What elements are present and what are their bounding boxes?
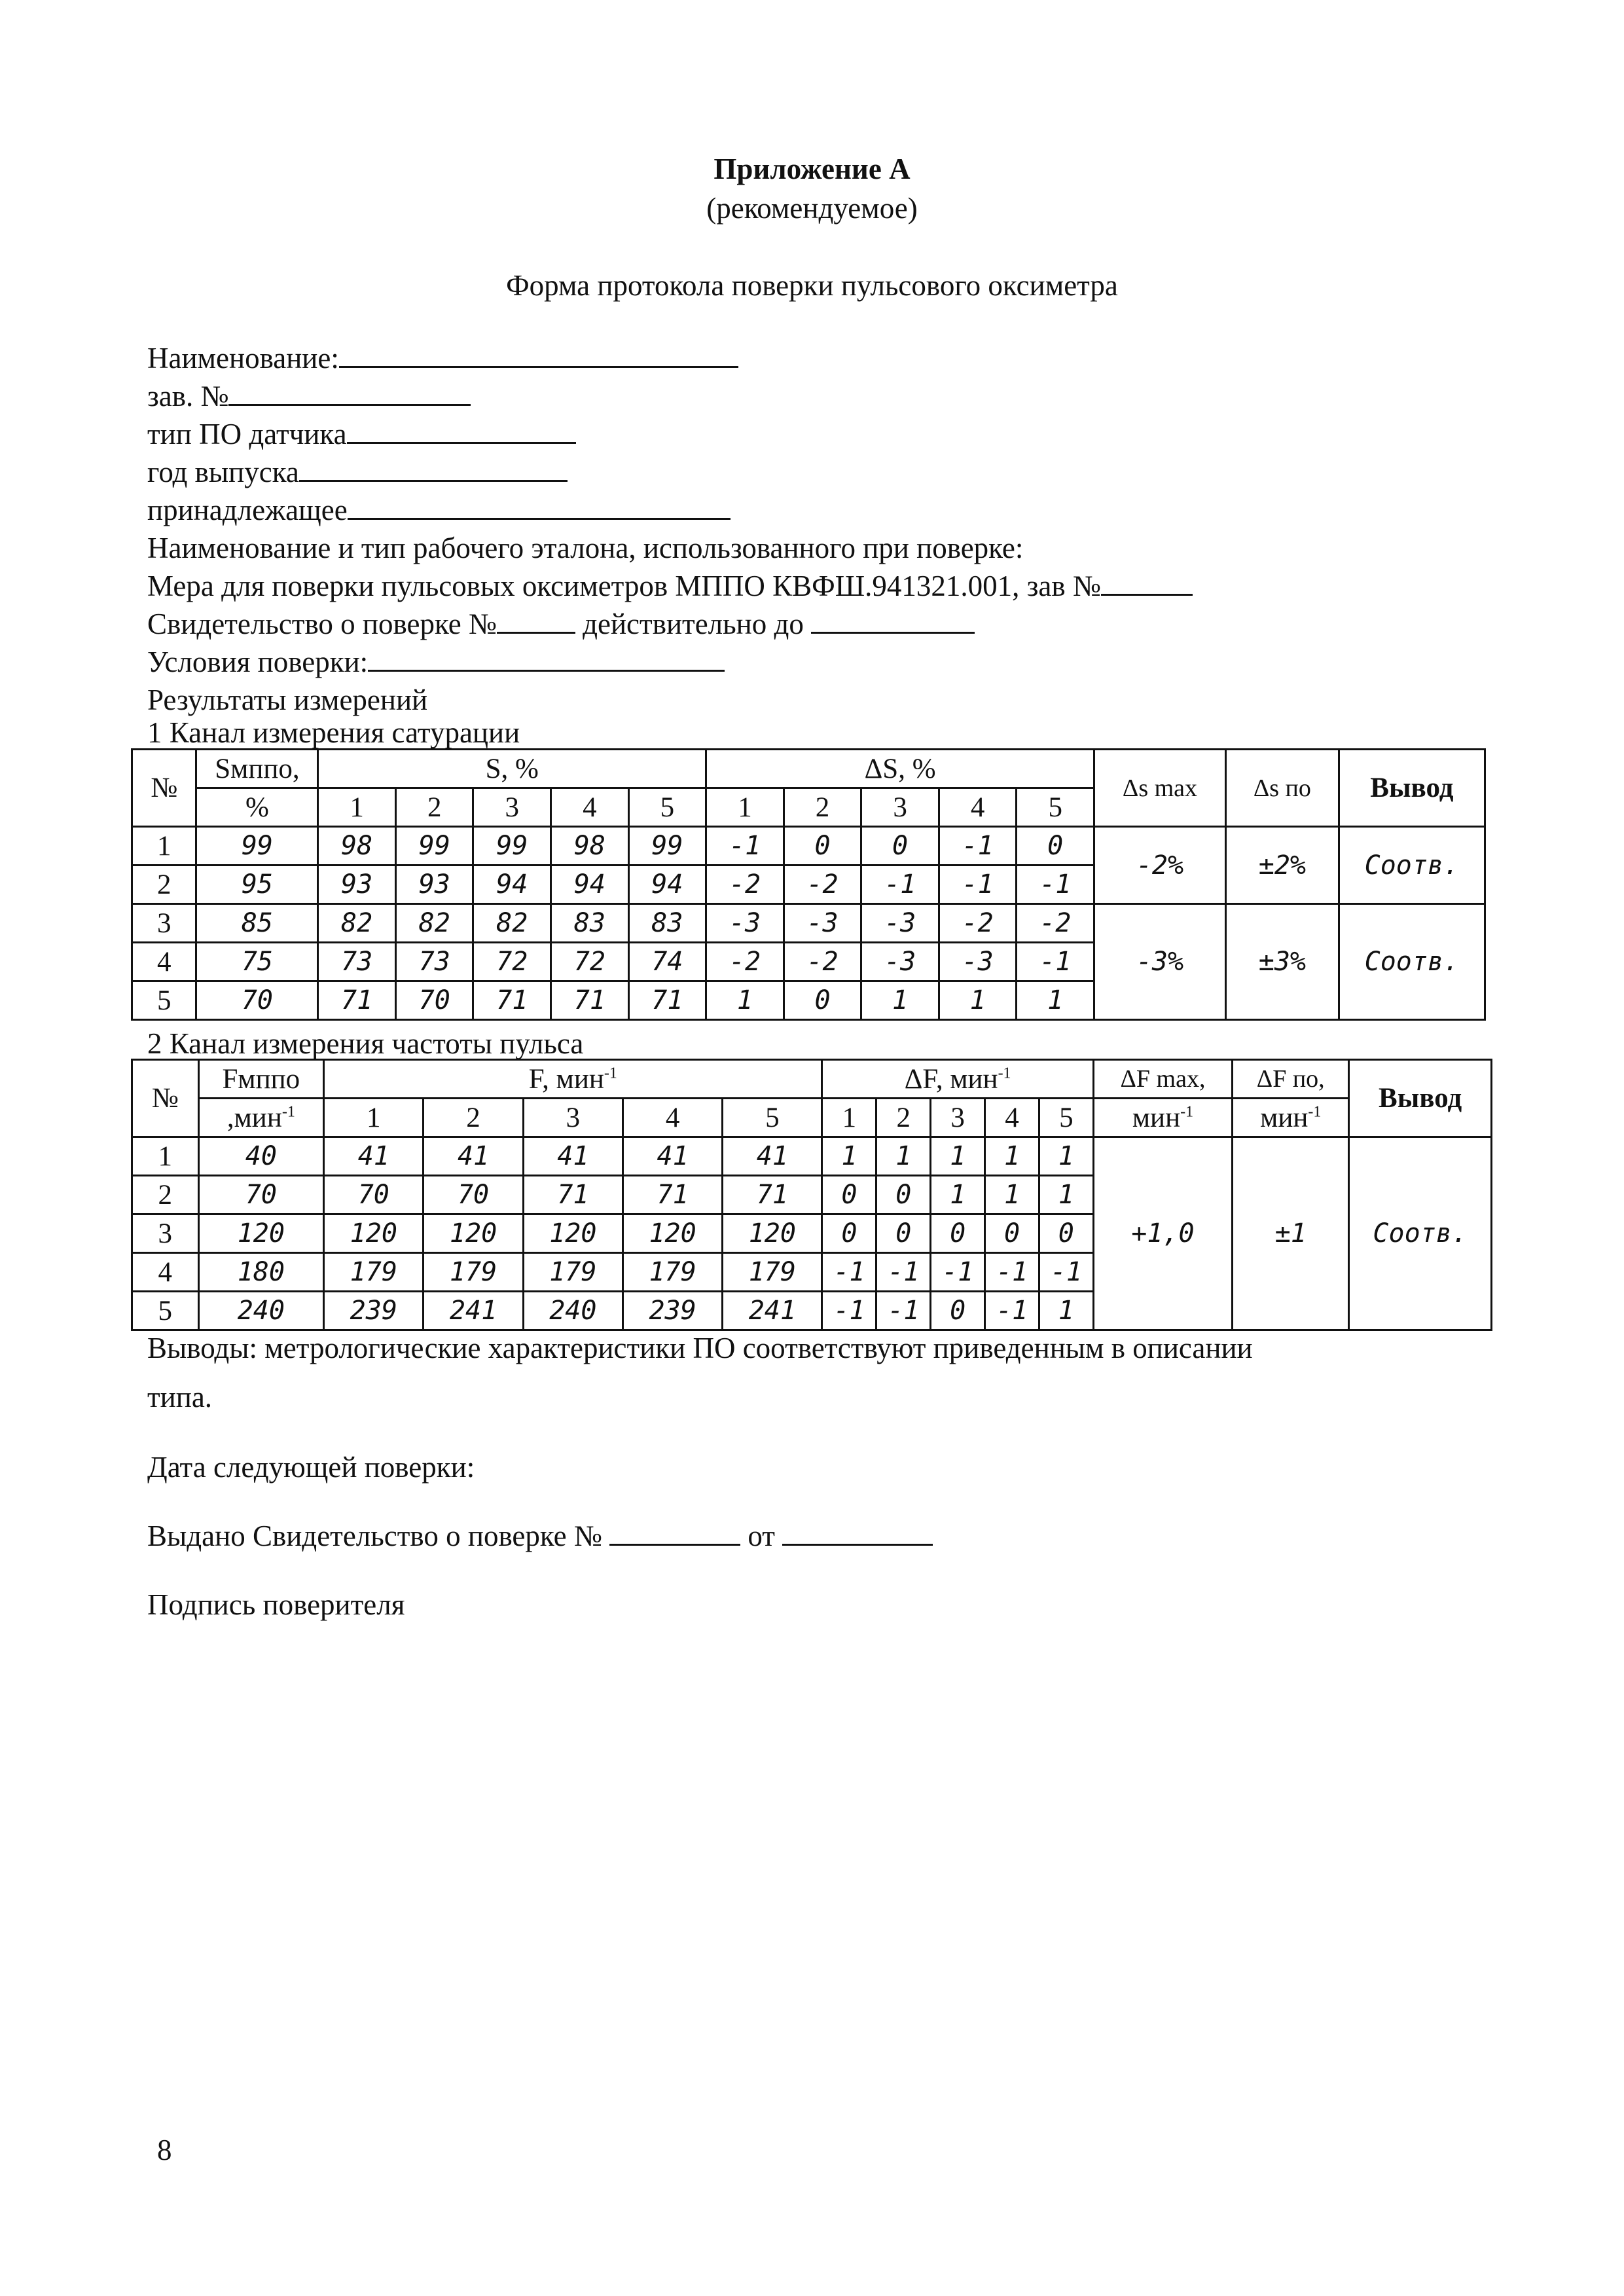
th-sub: 1 bbox=[324, 1099, 424, 1137]
field-certificate-date-blank[interactable] bbox=[811, 606, 975, 634]
s-value: 98 bbox=[551, 827, 629, 866]
ds-value: -3 bbox=[784, 904, 861, 943]
field-serial-label: зав. № bbox=[147, 380, 229, 412]
df-value: 1 bbox=[985, 1137, 1039, 1176]
s-value: 82 bbox=[318, 904, 396, 943]
result-value: Соотв. bbox=[1339, 904, 1485, 1020]
th-df bbox=[822, 1060, 1093, 1099]
f-value: 240 bbox=[523, 1292, 623, 1330]
df-value: 0 bbox=[876, 1176, 931, 1214]
df-value: -1 bbox=[822, 1292, 876, 1330]
s-value: 82 bbox=[395, 904, 473, 943]
ref-value: 180 bbox=[198, 1253, 324, 1292]
s-value: 71 bbox=[473, 981, 551, 1020]
ds-value: -1 bbox=[939, 866, 1017, 904]
field-certificate-number-blank[interactable] bbox=[497, 606, 575, 634]
ds-value: 0 bbox=[1017, 827, 1094, 866]
row-no: 5 bbox=[132, 981, 196, 1020]
ds-value: -1 bbox=[706, 827, 784, 866]
ds-value: -2 bbox=[784, 866, 861, 904]
th-sub: 2 bbox=[876, 1099, 931, 1137]
field-serial-blank[interactable] bbox=[228, 378, 471, 406]
s-value: 99 bbox=[628, 827, 706, 866]
field-etalon-value: Мера для поверки пульсовых оксиметров МППО КВФШ.941321.001, зав № bbox=[147, 570, 1101, 602]
table1-caption: 1 Канал измерения сатурации bbox=[147, 716, 520, 749]
result-value: Соотв. bbox=[1339, 827, 1485, 904]
s-value: 73 bbox=[318, 943, 396, 981]
field-conditions-label: Условия поверки: bbox=[147, 646, 369, 678]
th-no: № bbox=[132, 1060, 199, 1137]
s-value: 94 bbox=[473, 866, 551, 904]
df-value: -1 bbox=[1039, 1253, 1093, 1292]
ds-po-value: ±3% bbox=[1225, 904, 1339, 1020]
s-value: 82 bbox=[473, 904, 551, 943]
th-sub: 1 bbox=[822, 1099, 876, 1137]
field-serial bbox=[147, 377, 1522, 415]
s-value: 70 bbox=[395, 981, 473, 1020]
df-value: 1 bbox=[1039, 1292, 1093, 1330]
th-ds-max: Δs max bbox=[1094, 750, 1225, 827]
s-value: 93 bbox=[318, 866, 396, 904]
ds-max-value: -2% bbox=[1094, 827, 1225, 904]
df-value: 0 bbox=[876, 1214, 931, 1253]
ds-value: 0 bbox=[784, 827, 861, 866]
th-f-mppo-unit-label: ,мин bbox=[226, 1102, 282, 1133]
row-no: 3 bbox=[132, 1214, 199, 1253]
field-certificate bbox=[147, 605, 1522, 643]
th-s-mppo-unit: % bbox=[196, 788, 318, 827]
field-name bbox=[147, 339, 1522, 377]
ds-value: -1 bbox=[1017, 943, 1094, 981]
f-value: 41 bbox=[324, 1137, 424, 1176]
ds-value: -3 bbox=[861, 904, 939, 943]
ref-value: 120 bbox=[198, 1214, 324, 1253]
issued-certificate-label: Выдано Свидетельство о поверке № bbox=[147, 1520, 610, 1552]
th-sub: 3 bbox=[861, 788, 939, 827]
ds-max-value: -3% bbox=[1094, 904, 1225, 1020]
f-value: 71 bbox=[623, 1176, 722, 1214]
th-sub: 4 bbox=[985, 1099, 1039, 1137]
issued-number-blank[interactable] bbox=[609, 1518, 740, 1546]
ds-value: -1 bbox=[1017, 866, 1094, 904]
row-no: 2 bbox=[132, 866, 196, 904]
df-value: 0 bbox=[931, 1292, 985, 1330]
ds-value: -2 bbox=[706, 943, 784, 981]
th-f-mppo-sup: -1 bbox=[281, 1103, 295, 1121]
issued-certificate bbox=[147, 1518, 933, 1553]
f-value: 41 bbox=[424, 1137, 523, 1176]
df-value: 1 bbox=[931, 1137, 985, 1176]
df-value: 1 bbox=[876, 1137, 931, 1176]
s-value: 83 bbox=[551, 904, 629, 943]
f-value: 71 bbox=[723, 1176, 822, 1214]
saturation-table bbox=[131, 748, 1486, 1021]
field-etalon-blank[interactable] bbox=[1101, 568, 1193, 596]
df-value: 0 bbox=[822, 1176, 876, 1214]
results-heading: Результаты измерений bbox=[147, 683, 428, 716]
th-sub: 4 bbox=[939, 788, 1017, 827]
th-s-mppo: Sмппо, bbox=[196, 750, 318, 788]
row-no: 4 bbox=[132, 943, 196, 981]
df-value: -1 bbox=[876, 1253, 931, 1292]
th-f-mppo: Fмппо bbox=[198, 1060, 324, 1099]
df-value: -1 bbox=[822, 1253, 876, 1292]
f-value: 70 bbox=[424, 1176, 523, 1214]
ds-value: -2 bbox=[939, 904, 1017, 943]
ref-value: 85 bbox=[196, 904, 318, 943]
ds-value: -3 bbox=[706, 904, 784, 943]
f-value: 239 bbox=[623, 1292, 722, 1330]
th-df-max-unit bbox=[1093, 1099, 1232, 1137]
field-conditions bbox=[147, 643, 1522, 681]
th-sub: 2 bbox=[424, 1099, 523, 1137]
row-no: 5 bbox=[132, 1292, 199, 1330]
th-sub: 3 bbox=[931, 1099, 985, 1137]
df-value: 0 bbox=[931, 1214, 985, 1253]
f-value: 179 bbox=[324, 1253, 424, 1292]
th-sub: 5 bbox=[1017, 788, 1094, 827]
s-value: 71 bbox=[628, 981, 706, 1020]
s-value: 93 bbox=[395, 866, 473, 904]
ds-value: 1 bbox=[706, 981, 784, 1020]
ds-value: 1 bbox=[861, 981, 939, 1020]
s-value: 99 bbox=[473, 827, 551, 866]
field-etalon bbox=[147, 567, 1522, 605]
df-value: 1 bbox=[1039, 1176, 1093, 1214]
th-sub: 1 bbox=[318, 788, 396, 827]
f-value: 71 bbox=[523, 1176, 623, 1214]
th-df-po: ΔF по, bbox=[1233, 1060, 1349, 1099]
f-value: 120 bbox=[424, 1214, 523, 1253]
th-sub: 4 bbox=[623, 1099, 722, 1137]
th-sub: 5 bbox=[628, 788, 706, 827]
th-f-label: F, мин bbox=[528, 1063, 604, 1095]
th-f-sup: -1 bbox=[604, 1065, 617, 1082]
f-value: 241 bbox=[424, 1292, 523, 1330]
pulse-rate-table bbox=[131, 1059, 1492, 1331]
th-df-max: ΔF max, bbox=[1093, 1060, 1232, 1099]
f-value: 179 bbox=[623, 1253, 722, 1292]
th-sub: 3 bbox=[523, 1099, 623, 1137]
ds-value: 0 bbox=[784, 981, 861, 1020]
verifier-signature: Подпись поверителя bbox=[147, 1588, 405, 1621]
ds-value: -2 bbox=[706, 866, 784, 904]
f-value: 120 bbox=[623, 1214, 722, 1253]
field-etalon-label: Наименование и тип рабочего эталона, использованного при поверке: bbox=[147, 532, 1024, 564]
result-value: Соотв. bbox=[1349, 1137, 1492, 1330]
ref-value: 70 bbox=[198, 1176, 324, 1214]
th-df-max-sup: -1 bbox=[1180, 1103, 1194, 1121]
table2-caption: 2 Канал измерения частоты пульса bbox=[147, 1027, 584, 1060]
f-value: 70 bbox=[324, 1176, 424, 1214]
appendix-subtitle: (рекомендуемое) bbox=[706, 192, 918, 225]
s-value: 98 bbox=[318, 827, 396, 866]
ds-value: -3 bbox=[939, 943, 1017, 981]
th-ds-po: Δs по bbox=[1225, 750, 1339, 827]
field-year-blank[interactable] bbox=[299, 454, 568, 482]
row-no: 3 bbox=[132, 904, 196, 943]
appendix-title: Приложение А bbox=[713, 153, 911, 185]
field-owner bbox=[147, 491, 1522, 529]
s-value: 71 bbox=[318, 981, 396, 1020]
field-year-label: год выпуска bbox=[147, 456, 299, 488]
field-name-blank[interactable] bbox=[339, 340, 738, 368]
df-value: 1 bbox=[822, 1137, 876, 1176]
ref-value: 95 bbox=[196, 866, 318, 904]
conclusion-line-1: Выводы: метрологические характеристики ПО соответствуют приведенным в описании bbox=[147, 1332, 1253, 1364]
df-value: 1 bbox=[931, 1176, 985, 1214]
s-value: 99 bbox=[395, 827, 473, 866]
ds-value: -1 bbox=[939, 827, 1017, 866]
field-sensor bbox=[147, 415, 1522, 453]
th-sub: 3 bbox=[473, 788, 551, 827]
field-certificate-valid-label: действительно до bbox=[575, 608, 812, 640]
th-result: Вывод bbox=[1349, 1060, 1492, 1137]
field-owner-blank[interactable] bbox=[348, 492, 731, 520]
th-df-po-sup: -1 bbox=[1308, 1103, 1322, 1121]
field-owner-label: принадлежащее bbox=[147, 494, 348, 526]
ds-value: -2 bbox=[784, 943, 861, 981]
s-value: 94 bbox=[551, 866, 629, 904]
df-value: 1 bbox=[1039, 1137, 1093, 1176]
f-value: 120 bbox=[523, 1214, 623, 1253]
df-value: 0 bbox=[822, 1214, 876, 1253]
f-value: 179 bbox=[723, 1253, 822, 1292]
field-year bbox=[147, 453, 1522, 491]
df-value: 0 bbox=[985, 1214, 1039, 1253]
df-po-value: ±1 bbox=[1233, 1137, 1349, 1330]
f-value: 41 bbox=[523, 1137, 623, 1176]
row-no: 1 bbox=[132, 827, 196, 866]
ds-value: -3 bbox=[861, 943, 939, 981]
th-no: № bbox=[132, 750, 196, 827]
f-value: 179 bbox=[424, 1253, 523, 1292]
df-value: 1 bbox=[985, 1176, 1039, 1214]
ds-value: -2 bbox=[1017, 904, 1094, 943]
th-df-po-unit bbox=[1233, 1099, 1349, 1137]
th-sub: 4 bbox=[551, 788, 629, 827]
ds-value: 1 bbox=[939, 981, 1017, 1020]
f-value: 179 bbox=[523, 1253, 623, 1292]
df-value: -1 bbox=[985, 1292, 1039, 1330]
df-value: -1 bbox=[985, 1253, 1039, 1292]
ref-value: 240 bbox=[198, 1292, 324, 1330]
th-sub: 1 bbox=[706, 788, 784, 827]
field-sensor-label: тип ПО датчика bbox=[147, 418, 347, 450]
conclusion-line-2: типа. bbox=[147, 1381, 213, 1413]
f-value: 120 bbox=[723, 1214, 822, 1253]
s-value: 74 bbox=[628, 943, 706, 981]
s-value: 73 bbox=[395, 943, 473, 981]
ds-value: 1 bbox=[1017, 981, 1094, 1020]
ds-value: -1 bbox=[861, 866, 939, 904]
issued-date-blank[interactable] bbox=[782, 1518, 933, 1546]
f-value: 239 bbox=[324, 1292, 424, 1330]
row-no: 4 bbox=[132, 1253, 199, 1292]
field-name-label: Наименование: bbox=[147, 342, 339, 374]
s-value: 94 bbox=[628, 866, 706, 904]
df-value: -1 bbox=[876, 1292, 931, 1330]
form-title: Форма протокола поверки пульсового оксиметра bbox=[506, 269, 1118, 302]
ds-value: 0 bbox=[861, 827, 939, 866]
field-sensor-blank[interactable] bbox=[347, 416, 576, 444]
df-value: 0 bbox=[1039, 1214, 1093, 1253]
page-number: 8 bbox=[157, 2134, 172, 2166]
th-result: Вывод bbox=[1339, 750, 1485, 827]
df-max-value: +1,0 bbox=[1093, 1137, 1232, 1330]
th-s: S, % bbox=[318, 750, 706, 788]
th-sub: 5 bbox=[723, 1099, 822, 1137]
field-conditions-blank[interactable] bbox=[368, 644, 725, 672]
th-df-po-unit-label: мин bbox=[1260, 1102, 1308, 1133]
th-sub: 5 bbox=[1039, 1099, 1093, 1137]
ds-po-value: ±2% bbox=[1225, 827, 1339, 904]
ref-value: 99 bbox=[196, 827, 318, 866]
th-sub: 2 bbox=[784, 788, 861, 827]
th-f-mppo-unit bbox=[198, 1099, 324, 1137]
th-ds: ΔS, % bbox=[706, 750, 1094, 788]
s-value: 72 bbox=[473, 943, 551, 981]
s-value: 72 bbox=[551, 943, 629, 981]
th-df-sup: -1 bbox=[998, 1065, 1011, 1082]
th-df-max-unit-label: мин bbox=[1132, 1102, 1181, 1133]
f-value: 41 bbox=[623, 1137, 722, 1176]
f-value: 120 bbox=[324, 1214, 424, 1253]
field-certificate-label: Свидетельство о поверке № bbox=[147, 608, 497, 640]
row-no: 2 bbox=[132, 1176, 199, 1214]
ref-value: 70 bbox=[196, 981, 318, 1020]
s-value: 71 bbox=[551, 981, 629, 1020]
table-row bbox=[132, 827, 1485, 866]
s-value: 83 bbox=[628, 904, 706, 943]
f-value: 41 bbox=[723, 1137, 822, 1176]
table-row bbox=[132, 904, 1485, 943]
th-df-label: ΔF, мин bbox=[904, 1063, 998, 1095]
f-value: 241 bbox=[723, 1292, 822, 1330]
th-sub: 2 bbox=[395, 788, 473, 827]
ref-value: 40 bbox=[198, 1137, 324, 1176]
df-value: -1 bbox=[931, 1253, 985, 1292]
issued-from-label: от bbox=[740, 1520, 783, 1552]
ref-value: 75 bbox=[196, 943, 318, 981]
protocol-fields bbox=[147, 339, 1522, 719]
th-f bbox=[324, 1060, 822, 1099]
row-no: 1 bbox=[132, 1137, 199, 1176]
table-row bbox=[132, 1137, 1492, 1176]
next-verification-date: Дата следующей поверки: bbox=[147, 1451, 475, 1484]
